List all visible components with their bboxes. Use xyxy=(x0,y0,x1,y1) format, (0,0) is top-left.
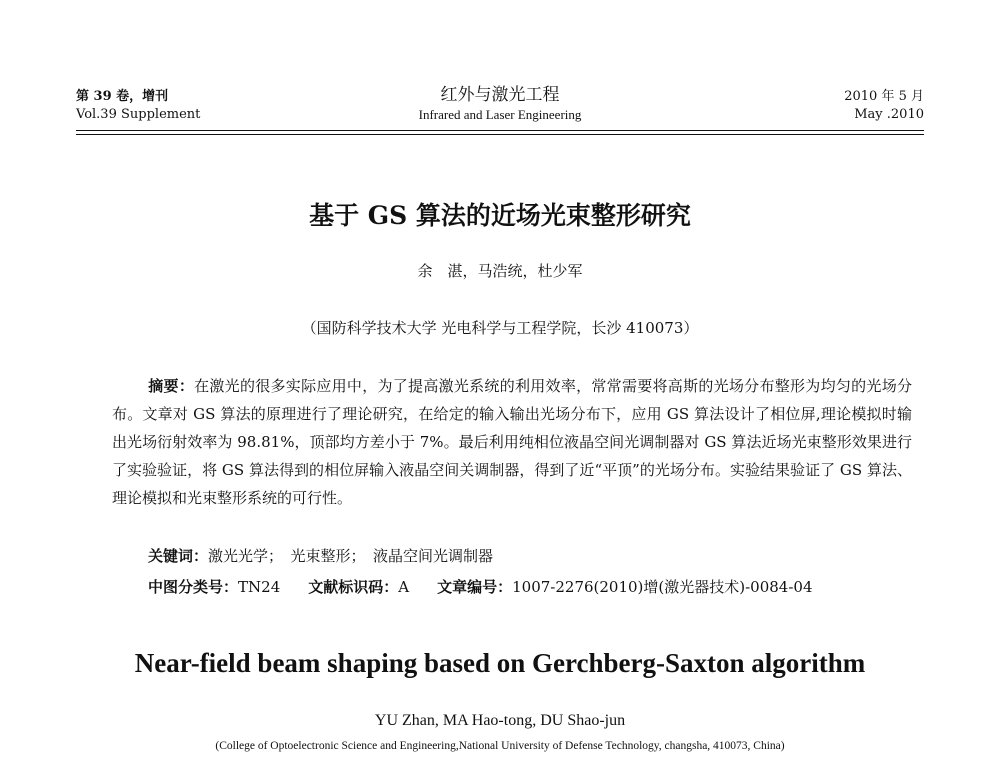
volume-en: Vol.39 Supplement xyxy=(76,107,201,122)
journal-name-cn: 红外与激光工程 xyxy=(440,85,560,105)
doc-code-label: 文献标识码： xyxy=(308,578,399,596)
date-en: May .2010 xyxy=(854,107,924,122)
authors-en: YU Zhan, MA Hao-tong, DU Shao-jun xyxy=(374,712,626,729)
header-rule-thin xyxy=(76,134,924,135)
abstract-text: 在激光的很多实际应用中，为了提高激光系统的利用效率，常常需要将高斯的光场分布整形为均匀的光场分布。文章对 GS 算法的原理进行了理论研究，在给定的输入输出光场分布下，应用 GS 算法设计了相位屏,理论模拟时输出光场衍射效率为 98.81%，顶部均方差小于 7%。最后利用纯相位液晶空间光调制器对 GS 算法近场光束整形效果进行了实验验证，将 GS 算法得到的相位屏输入液晶空间关调制器，得到了近“平顶”的光场分布。实验结果验证了 GS 算法、理论模拟和光束整形系统的可行性。 xyxy=(112,377,912,507)
volume-cn: 第 39 卷，增刊 xyxy=(76,89,169,104)
article-number-label: 文章编号： xyxy=(437,578,513,596)
affiliation-cn: （国防科学技术大学 光电科学与工程学院，长沙 410073） xyxy=(301,319,699,337)
keywords xyxy=(148,542,493,570)
paper-title-en: Near-field beam shaping based on Gerchberg-Saxton algorithm xyxy=(134,648,866,678)
affiliation-en: (College of Optoelectronic Science and Engineering,National University of Defense Technology, changsha, 410073, China) xyxy=(215,740,785,752)
keywords-label: 关键词： xyxy=(148,547,209,565)
paper-title-cn: 基于 GS 算法的近场光束整形研究 xyxy=(309,201,691,230)
journal-date xyxy=(844,88,924,124)
header-rule xyxy=(76,130,924,131)
clc-value: TN24 xyxy=(238,578,281,596)
authors-cn: 余 湛，马浩统，杜少军 xyxy=(417,262,583,280)
doc-code-value: A xyxy=(398,578,410,596)
article-number-value: 1007-2276(2010)增(激光器技术)-0084-04 xyxy=(512,578,813,596)
classification xyxy=(148,573,813,601)
journal-name-en: Infrared and Laser Engineering xyxy=(418,107,582,122)
date-cn: 2010 年 5 月 xyxy=(844,89,924,104)
abstract xyxy=(112,372,912,512)
keywords-text: 激光光学； 光束整形； 液晶空间光调制器 xyxy=(208,547,494,565)
abstract-label: 摘要： xyxy=(148,377,195,395)
clc-label: 中图分类号： xyxy=(148,578,239,596)
